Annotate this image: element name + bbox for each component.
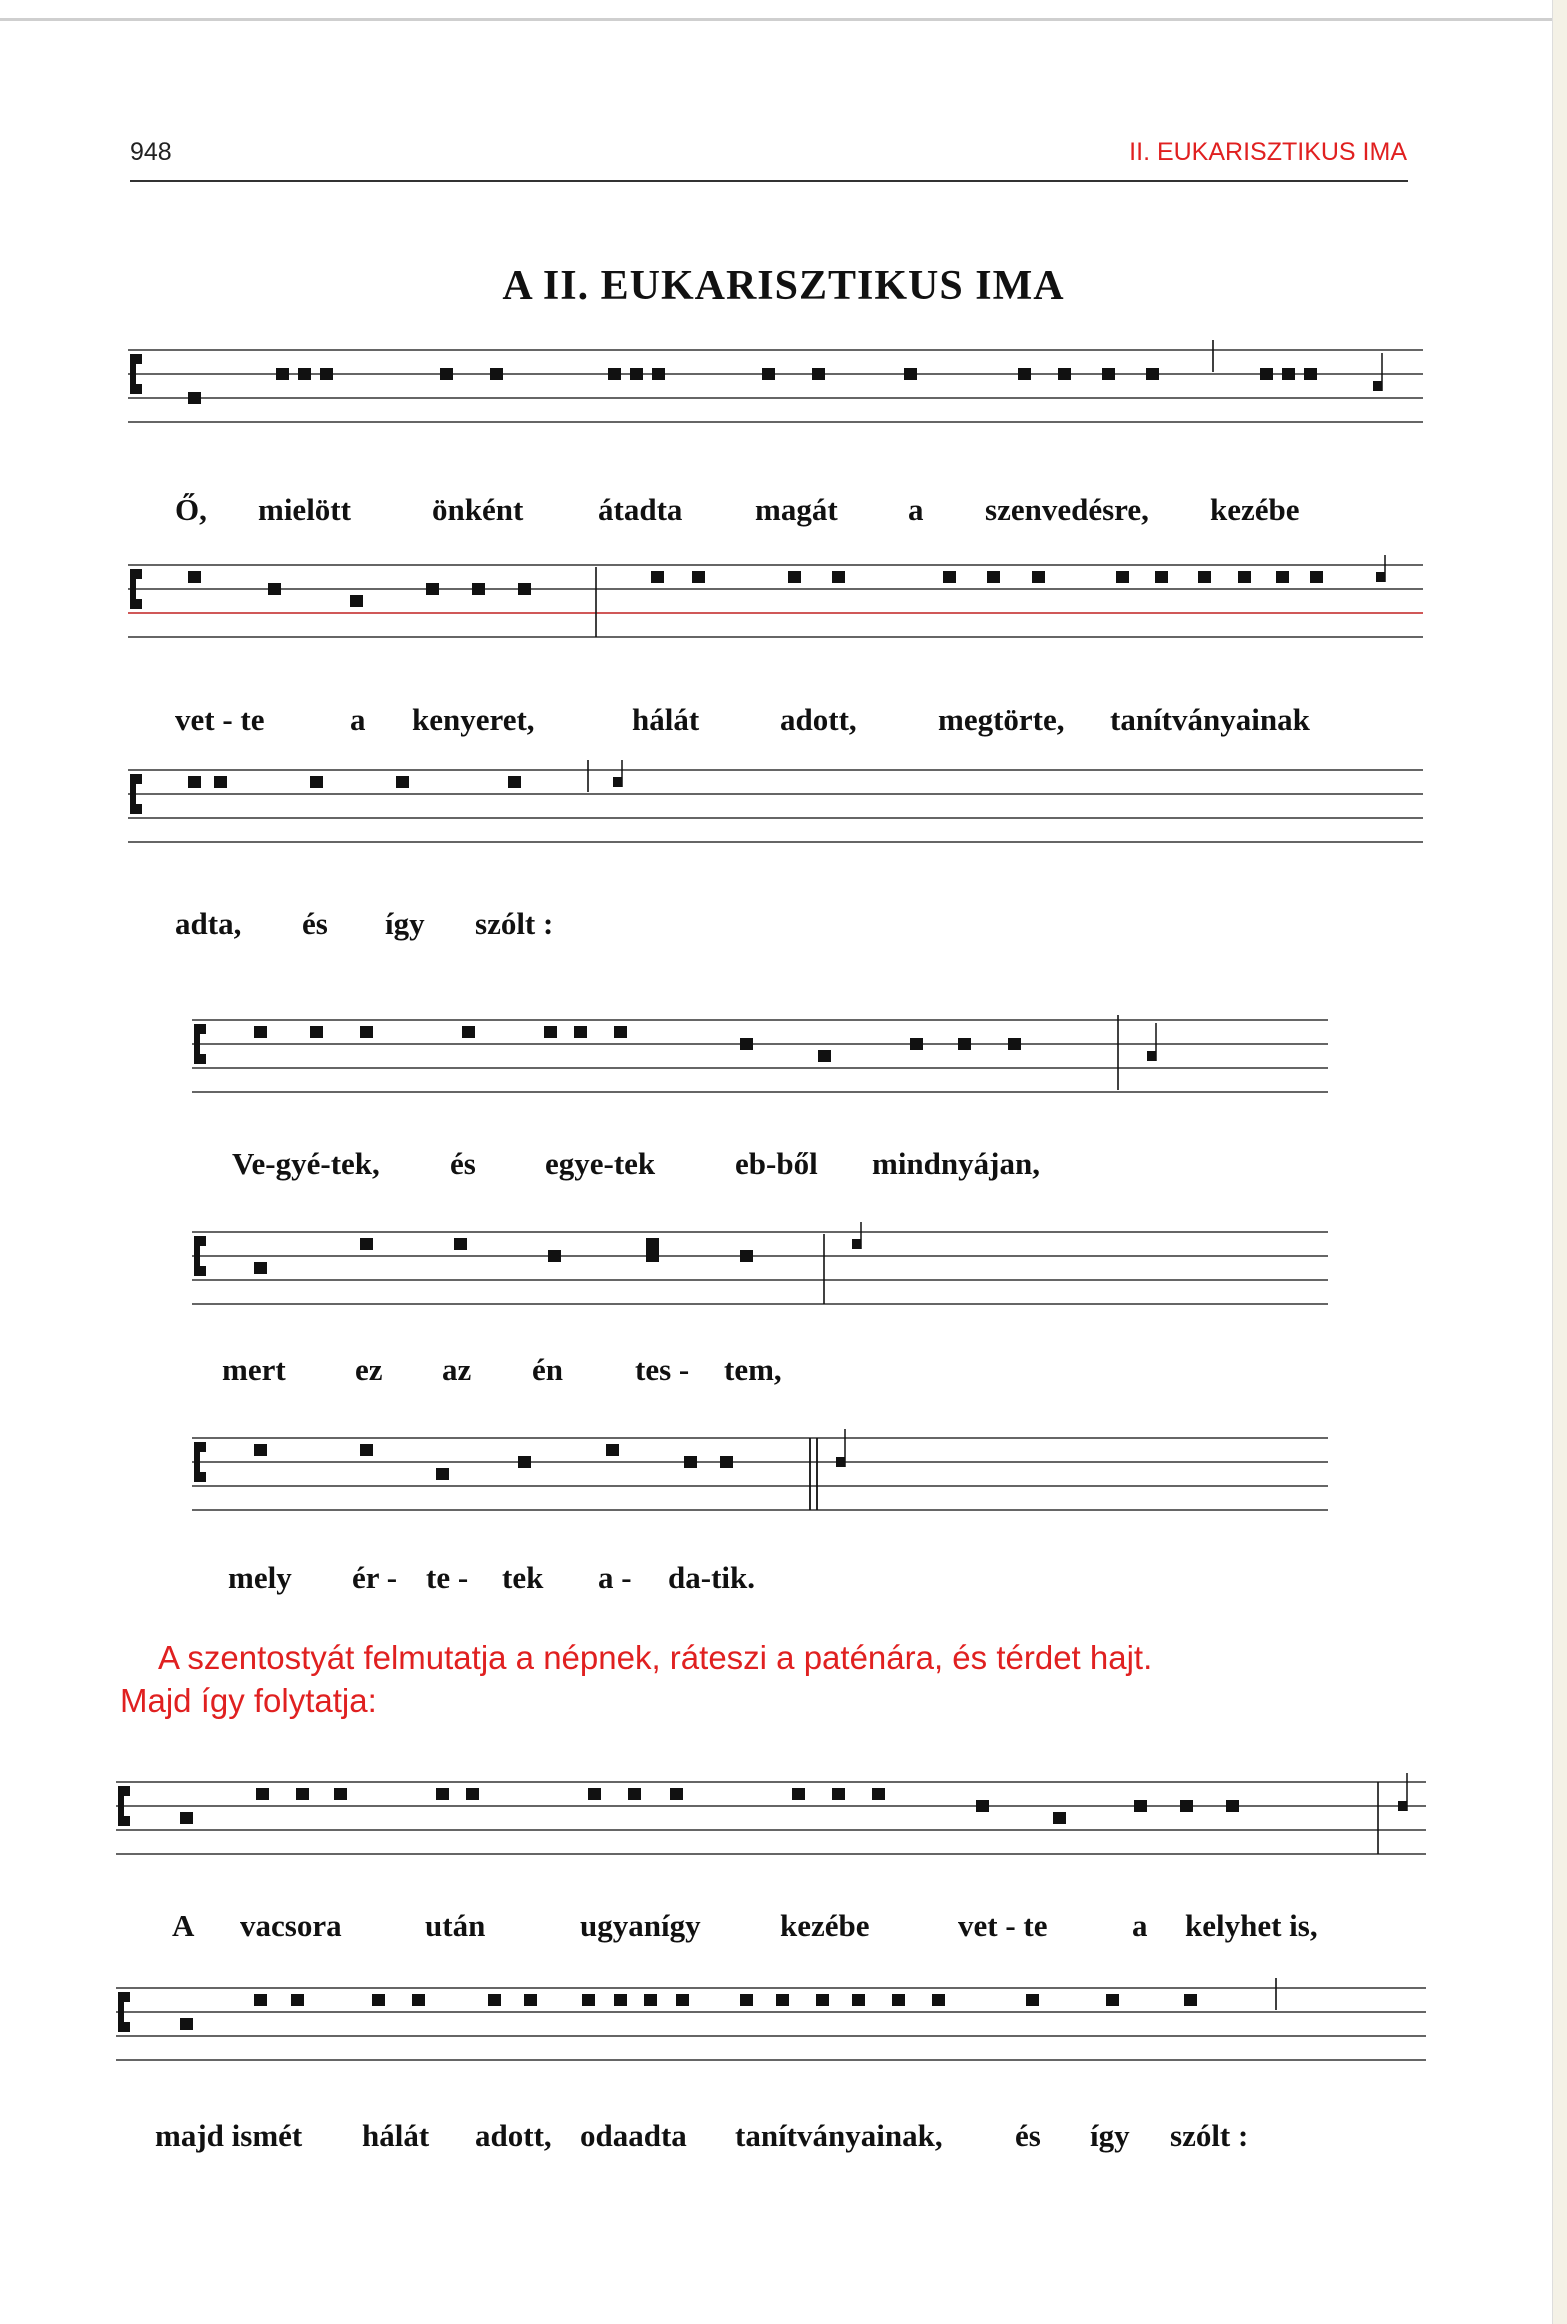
chant-staff-7 (116, 1772, 1426, 1888)
neume (614, 1026, 627, 1038)
lyric-word: tem, (724, 1352, 782, 1387)
final-note (1147, 1051, 1156, 1061)
neume (188, 776, 201, 788)
neume (740, 1994, 753, 2006)
lyric-word: hálát (632, 702, 700, 737)
neume (646, 1238, 659, 1250)
rubric-instruction (120, 1636, 1320, 1722)
neume (188, 571, 201, 583)
neume (812, 368, 825, 380)
neume (1238, 571, 1251, 583)
page-title: A II. EUKARISZTIKUS IMA (502, 263, 1065, 309)
neume (1032, 571, 1045, 583)
neume (816, 1994, 829, 2006)
neume (892, 1994, 905, 2006)
neume (582, 1994, 595, 2006)
neume (1198, 571, 1211, 583)
neume (904, 368, 917, 380)
lyric-word: ez (355, 1352, 383, 1387)
neume (910, 1038, 923, 1050)
neume (291, 1994, 304, 2006)
chant-staff-2 (128, 555, 1423, 671)
neume (852, 1994, 865, 2006)
lyric-word: te - (426, 1560, 469, 1595)
lyric-word: da-tik. (668, 1560, 755, 1595)
neume (1026, 1994, 1039, 2006)
neume (350, 595, 363, 607)
lyric-word: az (442, 1352, 472, 1387)
neume (670, 1788, 683, 1800)
lyric-word: után (425, 1908, 486, 1943)
rubric-line-2: Majd így folytatja: (120, 1682, 377, 1719)
neume (462, 1026, 475, 1038)
neume (1260, 368, 1273, 380)
neume (1106, 1994, 1119, 2006)
running-title: II. EUKARISZTIKUS IMA (1129, 138, 1407, 166)
neume (1008, 1038, 1021, 1050)
neume (548, 1250, 561, 1262)
neume (644, 1994, 657, 2006)
neume (740, 1038, 753, 1050)
neume (1282, 368, 1295, 380)
chant-staff-3 (128, 760, 1423, 876)
neume (651, 571, 664, 583)
lyric-word: és (450, 1146, 476, 1181)
neume (792, 1788, 805, 1800)
lyric-word: vet - te (958, 1908, 1048, 1943)
lyric-word: a (350, 702, 366, 737)
neume (214, 776, 227, 788)
scan-top-edge (0, 18, 1567, 21)
lyric-word: egye-tek (545, 1146, 656, 1181)
lyric-word: eb-ből (735, 1146, 818, 1181)
lyric-word: mely (228, 1560, 292, 1595)
lyric-word: majd ismét (155, 2118, 303, 2153)
neume (1146, 368, 1159, 380)
lyric-word: a (908, 492, 924, 527)
lyric-word: ér - (352, 1560, 398, 1595)
lyric-word: és (1015, 2118, 1041, 2153)
neume (1226, 1800, 1239, 1812)
final-note (852, 1239, 861, 1249)
lyric-word: kelyhet is, (1185, 1908, 1318, 1943)
neume (652, 368, 665, 380)
neume (987, 571, 1000, 583)
chant-staff-1 (128, 340, 1423, 456)
neume (818, 1050, 831, 1062)
neume (932, 1994, 945, 2006)
lyric-word: a (1132, 1908, 1148, 1943)
neume (1018, 368, 1031, 380)
neume (608, 368, 621, 380)
lyric-word: mert (222, 1352, 286, 1387)
neume (544, 1026, 557, 1038)
lyric-word: önként (432, 492, 524, 527)
neume (1058, 368, 1071, 380)
lyric-word: vacsora (240, 1908, 342, 1943)
final-note (1398, 1801, 1407, 1811)
neume (524, 1994, 537, 2006)
chant-staff-8 (116, 1978, 1426, 2094)
lyric-word: kezébe (1210, 492, 1300, 527)
lyric-word: Ve-gyé-tek, (232, 1146, 380, 1181)
lyric-word: és (302, 906, 328, 941)
neume (180, 2018, 193, 2030)
neume (872, 1788, 885, 1800)
neume (254, 1262, 267, 1274)
lyric-word: Ő, (175, 492, 207, 527)
neume (646, 1250, 659, 1262)
neume (436, 1788, 449, 1800)
lyric-word: kenyeret, (412, 702, 535, 737)
final-note (836, 1457, 845, 1467)
neume (1184, 1994, 1197, 2006)
header-rule (130, 180, 1408, 182)
neume (180, 1812, 193, 1824)
neume (508, 776, 521, 788)
lyric-word: szenvedésre, (985, 492, 1149, 527)
lyric-word: a - (598, 1560, 632, 1595)
lyric-word: tek (502, 1560, 544, 1595)
neume (776, 1994, 789, 2006)
neume (334, 1788, 347, 1800)
neume (360, 1444, 373, 1456)
neume (574, 1026, 587, 1038)
lyric-word: adott, (780, 702, 857, 737)
lyric-word: szólt : (1170, 2118, 1249, 2153)
neume (276, 368, 289, 380)
neume (958, 1038, 971, 1050)
neume (832, 1788, 845, 1800)
neume (360, 1238, 373, 1250)
neume (472, 583, 485, 595)
neume (310, 1026, 323, 1038)
page-number: 948 (130, 138, 172, 166)
lyric-word: adta, (175, 906, 242, 941)
neume (396, 776, 409, 788)
final-note (613, 777, 622, 787)
neume (372, 1994, 385, 2006)
neume (720, 1456, 733, 1468)
lyric-word: ugyanígy (580, 1908, 701, 1943)
lyric-word: szólt : (475, 906, 554, 941)
chant-staff-5 (192, 1222, 1328, 1338)
neume (1276, 571, 1289, 583)
neume (256, 1788, 269, 1800)
neume (466, 1788, 479, 1800)
neume (1310, 571, 1323, 583)
neume (360, 1026, 373, 1038)
neume (740, 1250, 753, 1262)
lyric-word: tanítványainak, (735, 2118, 943, 2153)
neume (254, 1026, 267, 1038)
neume (1155, 571, 1168, 583)
neume (1134, 1800, 1147, 1812)
lyric-word: így (1090, 2118, 1130, 2153)
lyric-word: tanítványainak (1110, 702, 1310, 737)
neume (298, 368, 311, 380)
neume (254, 1994, 267, 2006)
chant-staff-4 (192, 1010, 1328, 1126)
neume (1116, 571, 1129, 583)
neume (188, 392, 201, 404)
neume (268, 583, 281, 595)
lyric-word: így (385, 906, 425, 941)
lyric-word: megtörte, (938, 702, 1065, 737)
lyric-word: tes - (635, 1352, 690, 1387)
neume (454, 1238, 467, 1250)
lyric-word: adott, (475, 2118, 552, 2153)
neume (296, 1788, 309, 1800)
lyric-word: mindnyájan, (872, 1146, 1040, 1181)
neume (518, 1456, 531, 1468)
neume (943, 571, 956, 583)
scan-right-edge (1552, 0, 1567, 2324)
neume (762, 368, 775, 380)
lyric-word: odaadta (580, 2118, 687, 2153)
neume (1053, 1812, 1066, 1824)
neume (518, 583, 531, 595)
lyric-word: hálát (362, 2118, 430, 2153)
lyric-word: kezébe (780, 1908, 870, 1943)
lyric-word: A (172, 1908, 195, 1943)
neume (490, 368, 503, 380)
final-note (1373, 381, 1382, 391)
neume (440, 368, 453, 380)
neume (436, 1468, 449, 1480)
neume (788, 571, 801, 583)
neume (320, 368, 333, 380)
neume (1180, 1800, 1193, 1812)
neume (676, 1994, 689, 2006)
lyric-word: magát (755, 492, 838, 527)
final-note (1376, 572, 1385, 582)
neume (588, 1788, 601, 1800)
neume (412, 1994, 425, 2006)
neume (976, 1800, 989, 1812)
lyric-word: én (532, 1352, 563, 1387)
neume (832, 571, 845, 583)
neume (684, 1456, 697, 1468)
lyric-word: átadta (598, 492, 683, 527)
neume (606, 1444, 619, 1456)
neume (630, 368, 643, 380)
neume (692, 571, 705, 583)
lyric-word: mielött (258, 492, 351, 527)
neume (628, 1788, 641, 1800)
rubric-line-1: A szentostyát felmutatja a népnek, ráteszi a paténára, és térdet hajt. (158, 1639, 1153, 1676)
lyric-word: vet - te (175, 702, 265, 737)
neume (254, 1444, 267, 1456)
neume (488, 1994, 501, 2006)
neume (1304, 368, 1317, 380)
neume (310, 776, 323, 788)
neume (426, 583, 439, 595)
chant-staff-6 (192, 1428, 1328, 1544)
neume (614, 1994, 627, 2006)
neume (1102, 368, 1115, 380)
